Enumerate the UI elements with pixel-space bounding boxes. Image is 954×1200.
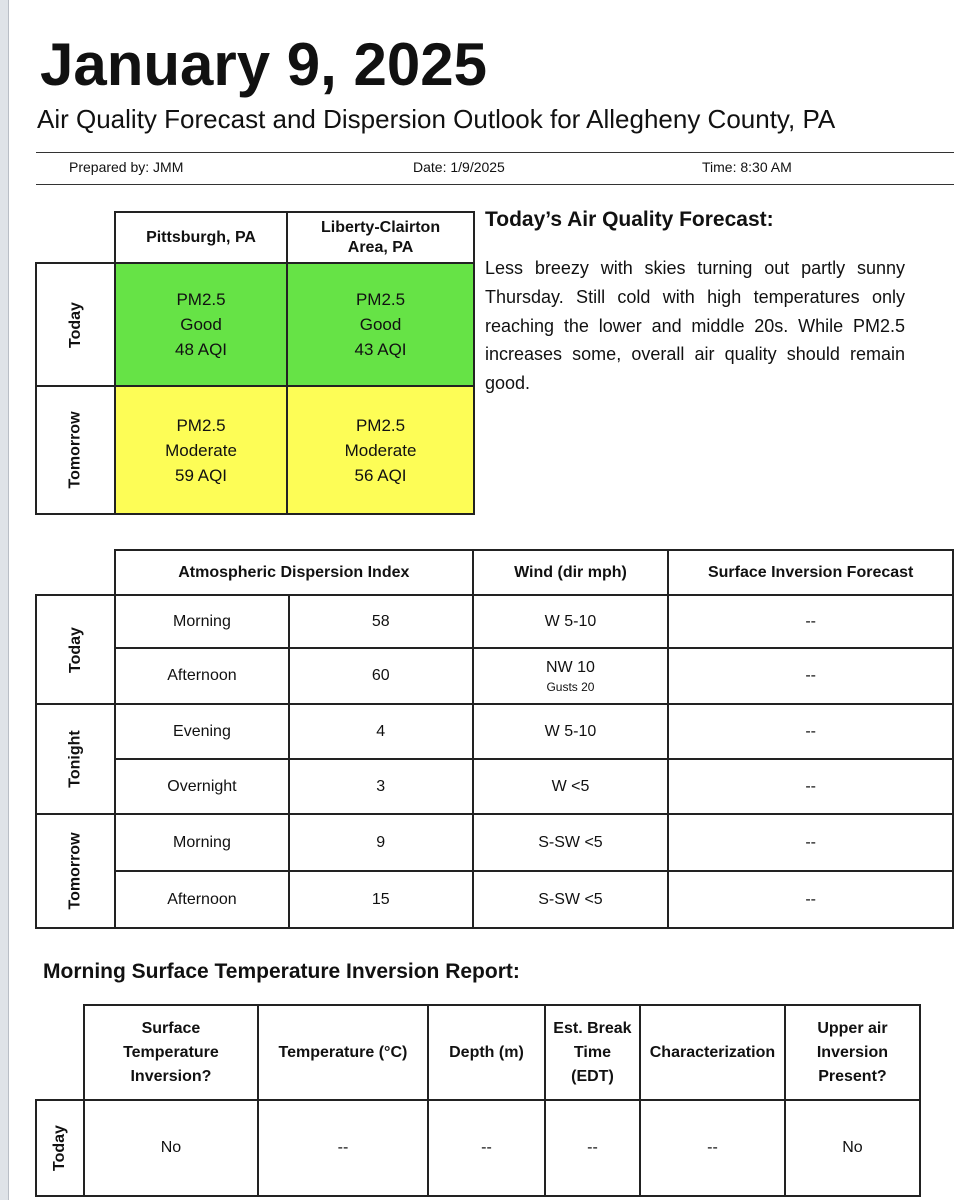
header-rule-top: [36, 152, 954, 153]
aqi-col-header: [287, 212, 474, 263]
header-line: Upper air: [817, 1019, 888, 1037]
aqi-row-label-tomorrow: [36, 386, 115, 514]
aqi-category: Moderate: [165, 440, 237, 460]
inversion-report-table: [35, 1004, 921, 1197]
forecast-text: Less breezy with skies turning out partly sunny Thursday. Still cold with high temperatures only reaching the lower and middle 20s. While PM2.5 increases some, overall air quality should remain good.: [485, 258, 905, 394]
index-cell: 4: [289, 704, 473, 759]
dispersion-header: Atmospheric Dispersion Index: [115, 550, 473, 595]
inversion-value-cell: --: [640, 1100, 785, 1196]
wind-cell: [473, 648, 669, 704]
aqi-category: Good: [359, 315, 402, 334]
header-line: Characterization: [649, 1043, 776, 1061]
inversion-value-cell: --: [545, 1100, 640, 1196]
aqi-value: 43 AQI: [354, 340, 407, 359]
inversion-value-cell: --: [428, 1100, 545, 1196]
inversion-col-header: [640, 1005, 785, 1100]
aqi-pollutant: PM2.5: [176, 415, 226, 435]
period-cell: Morning: [115, 595, 289, 648]
inversion-col-header: [545, 1005, 640, 1100]
period-cell: Morning: [115, 814, 289, 871]
period-cell: Afternoon: [115, 648, 289, 704]
inversion-cell: --: [668, 648, 953, 704]
dispersion-corner: [36, 550, 115, 595]
header-line: Depth (m): [449, 1043, 524, 1061]
aqi-cell: [115, 386, 287, 514]
report-time: Time: 8:30 AM: [702, 159, 792, 175]
header-line: Present?: [818, 1067, 887, 1085]
page-subtitle: Air Quality Forecast and Dispersion Outlook for Allegheny County, PA: [37, 104, 836, 134]
dispersion-group-label: Tonight: [66, 730, 84, 788]
inversion-cell: --: [668, 814, 953, 871]
index-cell: 3: [289, 759, 473, 814]
period-cell: Afternoon: [115, 871, 289, 928]
wind-cell: W 5-10: [473, 704, 669, 759]
dispersion-group-label: Tomorrow: [66, 832, 84, 910]
aqi-category: Good: [180, 315, 222, 334]
aqi-col-header-line: Liberty-Clairton: [320, 218, 441, 236]
left-edge-strip: [0, 0, 9, 1200]
aqi-pollutant: PM2.5: [176, 290, 226, 309]
inversion-value-cell: No: [785, 1100, 920, 1196]
inversion-value-cell: No: [84, 1100, 258, 1196]
header-line: (EDT): [571, 1067, 614, 1085]
aqi-col-header-line: Area, PA: [347, 238, 414, 256]
inversion-col-header: [258, 1005, 428, 1100]
dispersion-group-label: Today: [66, 626, 84, 673]
inversion-corner: [36, 1005, 84, 1100]
prepared-by: Prepared by: JMM: [69, 159, 184, 175]
inversion-col-header: [84, 1005, 258, 1100]
header-line: Inversion?: [130, 1067, 212, 1085]
aqi-cell: [287, 263, 474, 386]
dispersion-group-tonight: [36, 704, 115, 814]
aqi-cell: [287, 386, 474, 514]
aqi-row-label-text: Today: [66, 301, 84, 348]
inversion-cell: --: [668, 595, 953, 648]
wind-cell: W 5-10: [473, 595, 669, 648]
inversion-col-header: [785, 1005, 920, 1100]
inversion-cell: --: [668, 759, 953, 814]
header-line: Temperature: [123, 1043, 219, 1061]
aqi-value: 56 AQI: [354, 465, 407, 485]
inversion-col-header: [428, 1005, 545, 1100]
aqi-cell: [115, 263, 287, 386]
page-title: January 9, 2025: [40, 31, 487, 98]
aqi-value: 48 AQI: [175, 340, 228, 359]
wind-cell: S-SW <5: [473, 871, 669, 928]
dispersion-group-tomorrow: [36, 814, 115, 928]
index-cell: 9: [289, 814, 473, 871]
header-line: Est. Break: [553, 1019, 632, 1037]
aqi-corner: [36, 212, 115, 263]
inversion-value-cell: --: [258, 1100, 428, 1196]
wind-gusts: Gusts 20: [546, 679, 595, 694]
aqi-pollutant: PM2.5: [355, 290, 406, 309]
header-line: Time: [573, 1043, 611, 1061]
aqi-row-label-today: [36, 263, 115, 386]
header-rule-bottom: [36, 184, 954, 185]
aqi-value: 59 AQI: [175, 465, 228, 485]
header-line: Surface: [141, 1019, 201, 1037]
header-line: Inversion: [816, 1043, 888, 1061]
index-cell: 60: [289, 648, 473, 704]
aqi-forecast-table: [35, 211, 475, 515]
inversion-row-label-text: Today: [50, 1125, 68, 1171]
wind-header: Wind (dir mph): [473, 550, 669, 595]
dispersion-group-today: [36, 595, 115, 704]
inversion-cell: --: [668, 871, 953, 928]
aqi-col-header: [115, 212, 287, 263]
report-date: Date: 1/9/2025: [413, 159, 505, 175]
header-line: Temperature (°C): [278, 1043, 408, 1061]
wind-cell: S-SW <5: [473, 814, 669, 871]
aqi-pollutant: PM2.5: [355, 415, 406, 435]
dispersion-table: [35, 549, 954, 929]
index-cell: 58: [289, 595, 473, 648]
aqi-category: Moderate: [344, 440, 417, 460]
wind-cell: W <5: [473, 759, 669, 814]
aqi-col-header-line: Pittsburgh, PA: [146, 228, 256, 246]
index-cell: 15: [289, 871, 473, 928]
forecast-title: Today’s Air Quality Forecast:: [485, 208, 774, 231]
wind-value: NW 10: [546, 658, 595, 676]
inversion-report-title: Morning Surface Temperature Inversion Report:: [43, 960, 520, 983]
inversion-row-label: [36, 1100, 84, 1196]
period-cell: Evening: [115, 704, 289, 759]
inversion-header: Surface Inversion Forecast: [668, 550, 953, 595]
period-cell: Overnight: [115, 759, 289, 814]
aqi-row-label-text: Tomorrow: [66, 411, 84, 489]
inversion-cell: --: [668, 704, 953, 759]
